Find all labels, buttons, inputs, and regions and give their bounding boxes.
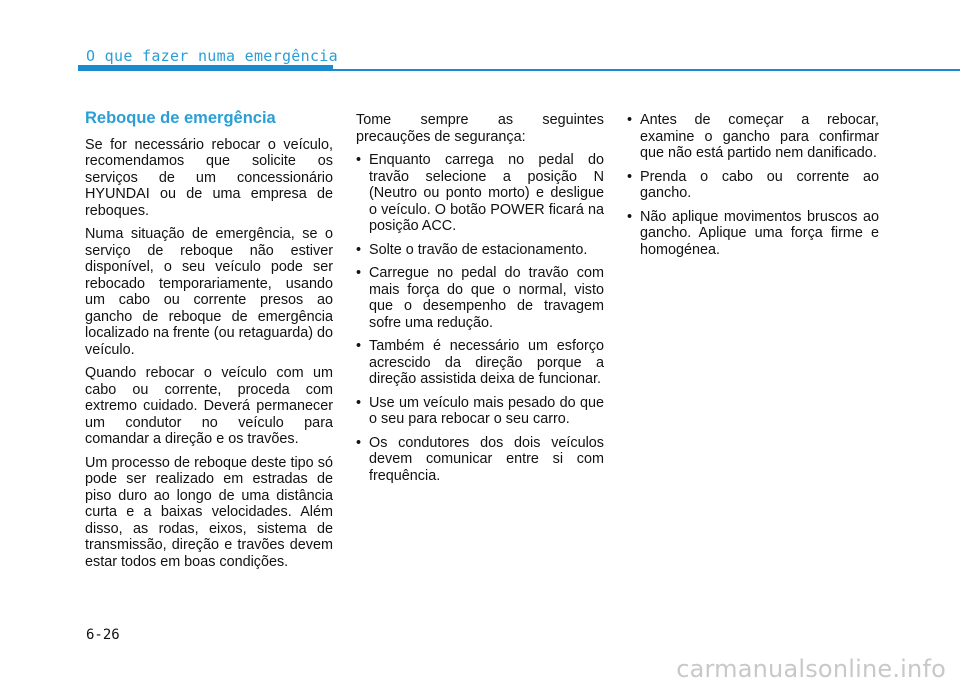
list-item: • Também é necessário um esforço acrescido da direção porque a direção assistida deixa de funcionar. [356, 338, 604, 388]
precautions-list [356, 152, 604, 484]
list-item: • Os condutores dos dois veículos devem comunicar entre si com frequência. [356, 435, 604, 485]
list-item: • Enquanto carrega no pedal do travão selecione a posição N (Neutro ou ponto morto) e desligue o veículo. O botão POWER ficará na posição ACC. [356, 152, 604, 235]
list-item: • Carregue no pedal do travão com mais força do que o normal, visto que o desempenho de travagem sofre uma redução. [356, 265, 604, 331]
paragraph: Quando rebocar o veículo com um cabo ou corrente, proceda com extremo cuidado. Deverá permanecer um condutor no veículo para comandar a direção e os travões. [85, 365, 333, 447]
list-item: • Prenda o cabo ou corrente ao gancho. [627, 169, 879, 202]
list-item: • Não aplique movimentos bruscos ao gancho. Aplique uma força firme e homogénea. [627, 209, 879, 259]
precautions-intro: Tome sempre as seguintes precauções de segurança: [356, 112, 604, 145]
list-item: • Antes de começar a rebocar, examine o gancho para confirmar que não está partido nem danificado. [627, 112, 879, 162]
list-item: • Use um veículo mais pesado do que o seu para rebocar o seu carro. [356, 395, 604, 428]
precautions-list-continued [627, 112, 879, 258]
watermark: carmanualsonline.info [676, 655, 946, 683]
section-heading: Reboque de emergência [85, 109, 276, 127]
paragraph: Numa situação de emergência, se o serviço de reboque não estiver disponível, o seu veículo pode ser rebocado temporariamente, usando um cabo ou corrente presos ao gancho de reboque de emergência localizado na frente (ou retaguarda) do veículo. [85, 226, 333, 358]
column-1 [85, 110, 333, 577]
header-rule-thin [333, 69, 960, 71]
paragraph: Se for necessário rebocar o veículo, recomendamos que solicite os serviços de um concessionário HYUNDAI ou de uma empresa de reboques. [85, 136, 333, 219]
header-title: O que fazer numa emergência [86, 47, 338, 65]
column-3 [627, 112, 879, 265]
header-rule-thick [78, 65, 333, 71]
paragraph: Um processo de reboque deste tipo só pode ser realizado em estradas de piso duro ao longo de uma distância curta e a baixas velocidades. Além disso, as rodas, eixos, sistema de transmissão, direção e travões devem estar todos em boas condições. [85, 454, 333, 570]
column-2 [356, 112, 604, 491]
list-item: • Solte o travão de estacionamento. [356, 242, 604, 259]
page-number: 6-26 [86, 627, 120, 643]
